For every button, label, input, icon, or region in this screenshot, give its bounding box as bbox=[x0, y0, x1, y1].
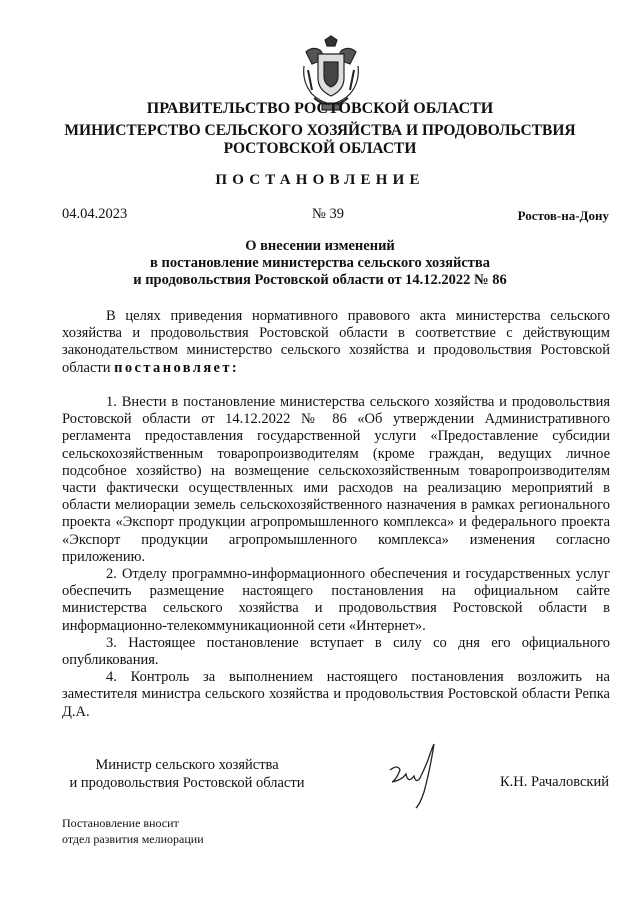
document-city: Ростов-на-Дону bbox=[517, 208, 609, 223]
document-date: 04.04.2023 bbox=[62, 206, 128, 222]
position-line: и продовольствия Ростовской области bbox=[69, 775, 305, 791]
resolution-item: 1. Внести в постановление министерства сельского хозяйства и продовольствия Ростовской области от 14.12.2022 № 86 «Об утверждении Административного регламента предоставления государственной услуги «Предоставление субсидии сельскохозяйственным товаропроизводителям (кроме граждан, ведущих личное подсобное хозяйство) на возмещение сельскохозяйственным товаропроизводителям части фактически осуществленных ими расходов на реализацию мероприятий в области мелиорации земель сельскохозяйственного назначения в рамках регионального проекта «Экспорт продукции агропромышленного комплекса» и федерального проекта «Экспорт продукции агропромышленного комплекса» изменения согласно приложению. bbox=[62, 394, 610, 565]
document-type: ПОСТАНОВЛЕНИЕ bbox=[215, 172, 425, 188]
preamble-paragraph bbox=[62, 308, 610, 377]
signatory-name: К.Н. Рачаловский bbox=[499, 774, 609, 790]
government-title: ПРАВИТЕЛЬСТВО РОСТОВСКОЙ ОБЛАСТИ bbox=[146, 100, 494, 117]
resolution-item: 4. Контроль за выполнением настоящего постановления возложить на заместителя министра сельского хозяйства и продовольствия Ростовской области Репка Д.А. bbox=[62, 669, 610, 720]
preamble-text: В целях приведения нормативного правового акта министерства сельского хозяйства и продовольствия Ростовской области в соответствие с действующим законодательством министерство сельского хозяйства и продовольствия Ростовской области bbox=[62, 308, 610, 376]
subject-line: в постановление министерства сельского хозяйства bbox=[150, 255, 490, 271]
handwritten-signature bbox=[384, 740, 440, 810]
note-line: Постановление вносит bbox=[62, 816, 179, 830]
document-subject bbox=[0, 238, 640, 289]
ministry-title-region: РОСТОВСКОЙ ОБЛАСТИ bbox=[223, 140, 417, 157]
resolution-items bbox=[62, 394, 610, 721]
resolution-item: 3. Настоящее постановление вступает в силу со дня его официального опубликования. bbox=[62, 634, 610, 669]
ministry-title: МИНИСТЕРСТВО СЕЛЬСКОГО ХОЗЯЙСТВА И ПРОДОВОЛЬСТВИЯ bbox=[64, 122, 576, 139]
position-line: Министр сельского хозяйства bbox=[95, 757, 279, 773]
subject-line: и продовольствия Ростовской области от 14.12.2022 № 86 bbox=[133, 272, 507, 288]
note-line: отдел развития мелиорации bbox=[62, 832, 204, 846]
originator-note bbox=[62, 815, 204, 847]
signatory-position bbox=[62, 756, 312, 792]
document-number: № 39 bbox=[312, 206, 344, 222]
subject-line: О внесении изменений bbox=[245, 238, 395, 254]
resolves-keyword: постановляет: bbox=[114, 359, 240, 376]
resolution-item: 2. Отделу программно-информационного обеспечения и государственных услуг обеспечить размещение настоящего постановления на официальном сайте министерства сельского хозяйства и продовольствия Ростовской области в информационно-телекоммуникационной сети «Интернет». bbox=[62, 566, 610, 634]
